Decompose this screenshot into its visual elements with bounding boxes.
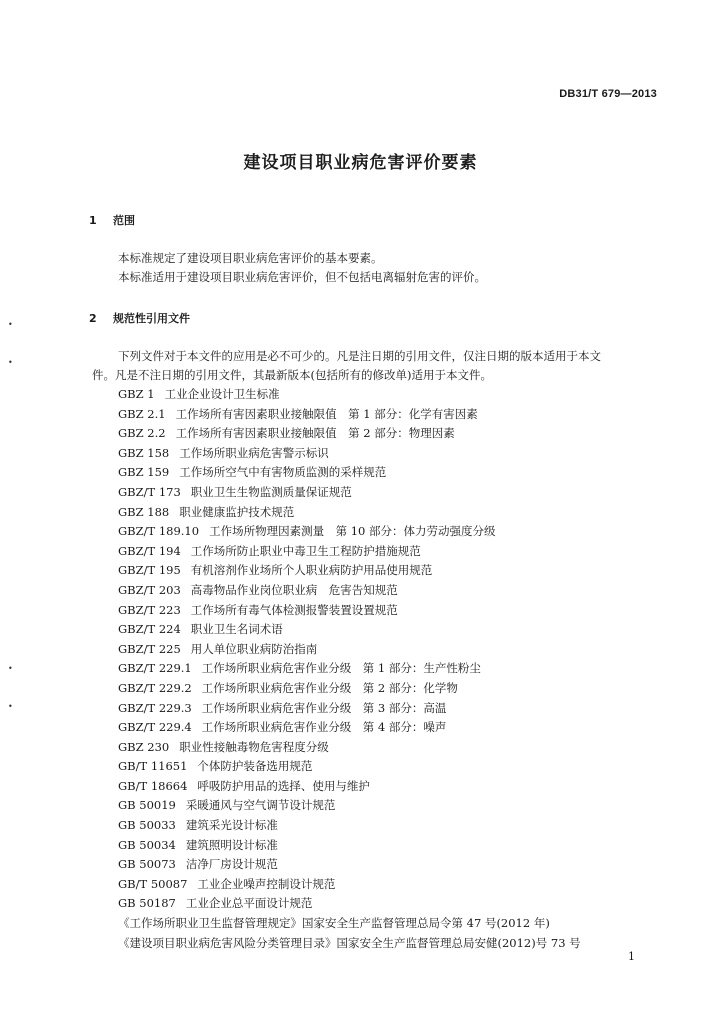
reference-code: GB 50187	[118, 896, 176, 911]
reference-title: 建筑采光设计标准	[185, 818, 278, 833]
reference-code: GB/T 11651	[118, 759, 188, 774]
reference-item	[118, 659, 581, 679]
reference-item	[118, 405, 581, 425]
reference-code: GBZ/T 229.3	[118, 700, 192, 715]
reference-code: GB/T 50087	[118, 876, 188, 891]
reference-code: GBZ/T 223	[118, 602, 181, 617]
reference-title: 建筑照明设计标准	[185, 837, 278, 852]
reference-code: GBZ 159	[118, 465, 170, 480]
reference-code: GBZ 158	[118, 445, 170, 460]
section-1-number: 1	[89, 214, 97, 227]
reference-item	[118, 385, 581, 405]
section-1-heading	[89, 212, 135, 228]
reference-item	[118, 601, 581, 621]
reference-code: GBZ/T 229.2	[118, 680, 192, 695]
reference-title: 工作场所职业病危害作业分级 第 4 部分：噪声	[201, 720, 447, 735]
reference-item	[118, 738, 581, 758]
reference-code: GB 50019	[118, 798, 176, 813]
reference-title: 工作场所职业病危害作业分级 第 2 部分：化学物	[201, 680, 458, 695]
reference-title: 工作场所防止职业中毒卫生工程防护措施规范	[190, 543, 421, 558]
reference-item	[118, 836, 581, 856]
reference-item	[118, 718, 581, 738]
reference-title: 工业企业总平面设计规范	[185, 896, 313, 911]
reference-item	[118, 894, 581, 914]
reference-code: GB 50034	[118, 837, 176, 852]
reference-item	[118, 542, 581, 562]
reference-code: GBZ/T 229.4	[118, 720, 192, 735]
reference-title: 职业性接触毒物危害程度分级	[179, 739, 329, 754]
reference-item	[118, 875, 581, 895]
normative-references-list	[118, 385, 581, 953]
reference-item	[118, 620, 581, 640]
reference-item	[118, 777, 581, 797]
reference-item	[118, 503, 581, 523]
reference-code: GBZ/T 173	[118, 484, 181, 499]
reference-title: 工作场所职业病危害作业分级 第 3 部分：高温	[201, 700, 447, 715]
reference-title: 职业健康监护技术规范	[179, 504, 295, 519]
scan-margin-mark: •	[8, 702, 13, 711]
scan-margin-mark: •	[8, 320, 13, 329]
page-number: 1	[628, 950, 635, 963]
reference-code: GBZ/T 203	[118, 582, 181, 597]
section-2-number: 2	[89, 312, 97, 325]
reference-code: GBZ/T 194	[118, 543, 181, 558]
section-2-intro-line-2: 件。凡是不注日期的引用文件，其最新版本(包括所有的修改单)适用于本文件。	[92, 368, 492, 382]
reference-code: GBZ 2.2	[118, 426, 166, 441]
reference-title: 呼吸防护用品的选择、使用与维护	[197, 778, 370, 793]
reference-item	[118, 522, 581, 542]
section-2-title: 规范性引用文件	[113, 312, 190, 325]
reference-item	[118, 757, 581, 777]
reference-code: GBZ/T 195	[118, 563, 181, 578]
reference-item	[118, 483, 581, 503]
reference-item	[118, 424, 581, 444]
reference-item	[118, 699, 581, 719]
reference-item	[118, 855, 581, 875]
reference-title: 工业企业设计卫生标准	[164, 387, 280, 401]
reference-item	[118, 581, 581, 601]
section-1-paragraph-2: 本标准适用于建设项目职业病危害评价，但不包括电离辐射危害的评价。	[118, 270, 486, 284]
reference-title: 职业卫生生物监测质量保证规范	[190, 484, 352, 499]
reference-title: 工业企业噪声控制设计规范	[197, 876, 336, 891]
reference-title: 工作场所职业病危害警示标识	[179, 445, 329, 460]
reference-title: 职业卫生名词术语	[190, 622, 283, 637]
reference-item	[118, 934, 581, 954]
reference-title: 采暖通风与空气调节设计规范	[185, 798, 336, 813]
document-title: 建设项目职业病危害评价要素	[243, 153, 478, 173]
reference-code: GB/T 18664	[118, 778, 188, 793]
reference-code: GBZ/T 229.1	[118, 661, 192, 676]
document-code: DB31/T 679—2013	[559, 88, 657, 100]
section-1-paragraph-1: 本标准规定了建设项目职业病危害评价的基本要素。	[118, 251, 383, 265]
reference-item	[118, 679, 581, 699]
reference-title: 高毒物品作业岗位职业病 危害告知规范	[190, 582, 398, 597]
reference-title: 工作场所职业病危害作业分级 第 1 部分：生产性粉尘	[201, 661, 481, 676]
reference-title: 《工作场所职业卫生监督管理规定》国家安全生产监督管理总局令第 47 号(2012 年)	[118, 916, 550, 931]
reference-code: GBZ 1	[118, 387, 155, 401]
reference-item	[118, 561, 581, 581]
reference-code: GBZ/T 224	[118, 622, 181, 637]
reference-code: GBZ/T 225	[118, 641, 181, 656]
reference-code: GBZ/T 189.10	[118, 524, 200, 539]
reference-item	[118, 816, 581, 836]
reference-title: 工作场所有害因素职业接触限值 第 1 部分：化学有害因素	[175, 406, 478, 421]
reference-code: GBZ 230	[118, 739, 170, 754]
section-1-title: 范围	[113, 214, 135, 227]
reference-item	[118, 914, 581, 934]
scan-margin-mark: •	[8, 358, 13, 367]
scan-margin-mark: •	[8, 664, 13, 673]
reference-title: 工作场所物理因素测量 第 10 部分：体力劳动强度分级	[209, 524, 496, 539]
reference-code: GB 50033	[118, 818, 176, 833]
reference-title: 《建设项目职业病危害风险分类管理目录》国家安全生产监督管理总局安健(2012)号 73 号	[118, 935, 581, 950]
section-2-heading	[89, 310, 190, 326]
reference-item	[118, 796, 581, 816]
reference-item	[118, 640, 581, 660]
reference-title: 洁净厂房设计规范	[185, 857, 278, 872]
reference-code: GB 50073	[118, 857, 176, 872]
reference-item	[118, 463, 581, 483]
section-2-intro-line-1: 下列文件对于本文件的应用是必不可少的。凡是注日期的引用文件，仅注日期的版本适用于本文	[118, 349, 601, 363]
reference-code: GBZ 188	[118, 504, 170, 519]
reference-title: 用人单位职业病防治指南	[190, 641, 318, 656]
reference-title: 个体防护装备选用规范	[197, 759, 313, 774]
reference-title: 工作场所有害因素职业接触限值 第 2 部分：物理因素	[175, 426, 455, 441]
reference-code: GBZ 2.1	[118, 406, 166, 421]
reference-title: 工作场所有毒气体检测报警装置设置规范	[190, 602, 398, 617]
reference-title: 有机溶剂作业场所个人职业病防护用品使用规范	[190, 563, 433, 578]
reference-item	[118, 444, 581, 464]
reference-title: 工作场所空气中有害物质监测的采样规范	[179, 465, 387, 480]
